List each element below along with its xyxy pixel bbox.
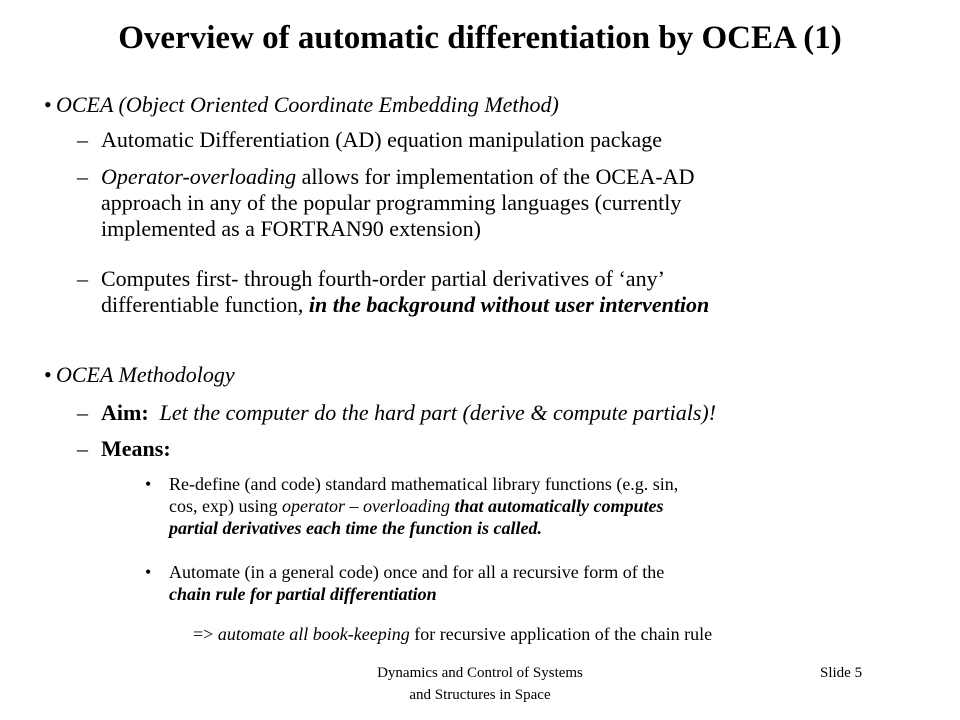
bullet-ocea (44, 92, 936, 118)
arrow-line (193, 623, 933, 645)
means-item-automate (145, 561, 909, 605)
emphasis-text: chain rule for partial differentiation (169, 584, 437, 604)
sub-bullet-ad-package (77, 127, 921, 153)
means-text: cos, exp) using (169, 496, 282, 516)
emphasis-text: that automatically computes (449, 496, 664, 516)
sub-bullet-text: implemented as a FORTRAN90 extension) (101, 216, 481, 241)
means-item-redefine (145, 473, 909, 539)
bullet-dot: • (145, 474, 152, 494)
sub-bullet-operator-overloading (77, 164, 921, 242)
emphasis-text: partial derivatives each time the function is called. (169, 518, 542, 538)
page-title: Overview of automatic differentiation by OCEA (1) (118, 20, 842, 56)
aim-label: Aim: (101, 400, 149, 425)
sub-bullet-dash: – (77, 127, 88, 152)
aim-text: Let the computer do the hard part (derive & compute partials)! (159, 400, 717, 425)
slide-number: Slide 5 (820, 665, 863, 681)
sub-bullet-means (77, 436, 921, 462)
footer-line: Dynamics and Control of Systems (377, 665, 583, 681)
footer-course-title (300, 662, 660, 706)
sub-bullet-dash: – (77, 266, 88, 291)
sub-bullet-partial-derivatives (77, 266, 921, 318)
sub-bullet-aim (77, 400, 921, 426)
means-text: Automate (in a general code) once and for all a recursive form of the (169, 562, 665, 582)
bullet-dot: • (44, 92, 52, 117)
italic-term: operator – overloading (281, 496, 450, 516)
bullet-dot: • (44, 362, 52, 387)
sub-bullet-text: allows for implementation of the OCEA-AD (296, 164, 695, 189)
bullet-dot: • (145, 562, 152, 582)
sub-bullet-dash: – (77, 164, 88, 189)
sub-bullet-text: approach in any of the popular programming languages (currently (101, 190, 682, 215)
sub-bullet-text: Automatic Differentiation (AD) equation manipulation package (101, 127, 663, 152)
sub-bullet-text: differentiable function, (101, 292, 309, 317)
arrow-text: for recursive application of the chain rule (409, 624, 713, 644)
emphasis-text: in the background without user intervention (308, 292, 710, 317)
means-label: Means: (101, 436, 171, 461)
footer-line: and Structures in Space (409, 687, 551, 703)
bullet-methodology-text: OCEA Methodology (56, 362, 235, 387)
sub-bullet-text: Computes first- through fourth-order partial derivatives of ‘any’ (101, 266, 665, 291)
sub-bullet-dash: – (77, 400, 88, 425)
sub-bullet-dash: – (77, 436, 88, 461)
means-text: Re-define (and code) standard mathematical library functions (e.g. sin, (169, 474, 679, 494)
arrow-prefix: => (193, 624, 218, 644)
bullet-methodology (44, 362, 936, 388)
bullet-ocea-text: OCEA (Object Oriented Coordinate Embedding Method) (56, 92, 559, 117)
italic-term: Operator-overloading (101, 164, 297, 189)
italic-term: automate all book-keeping (217, 624, 410, 644)
